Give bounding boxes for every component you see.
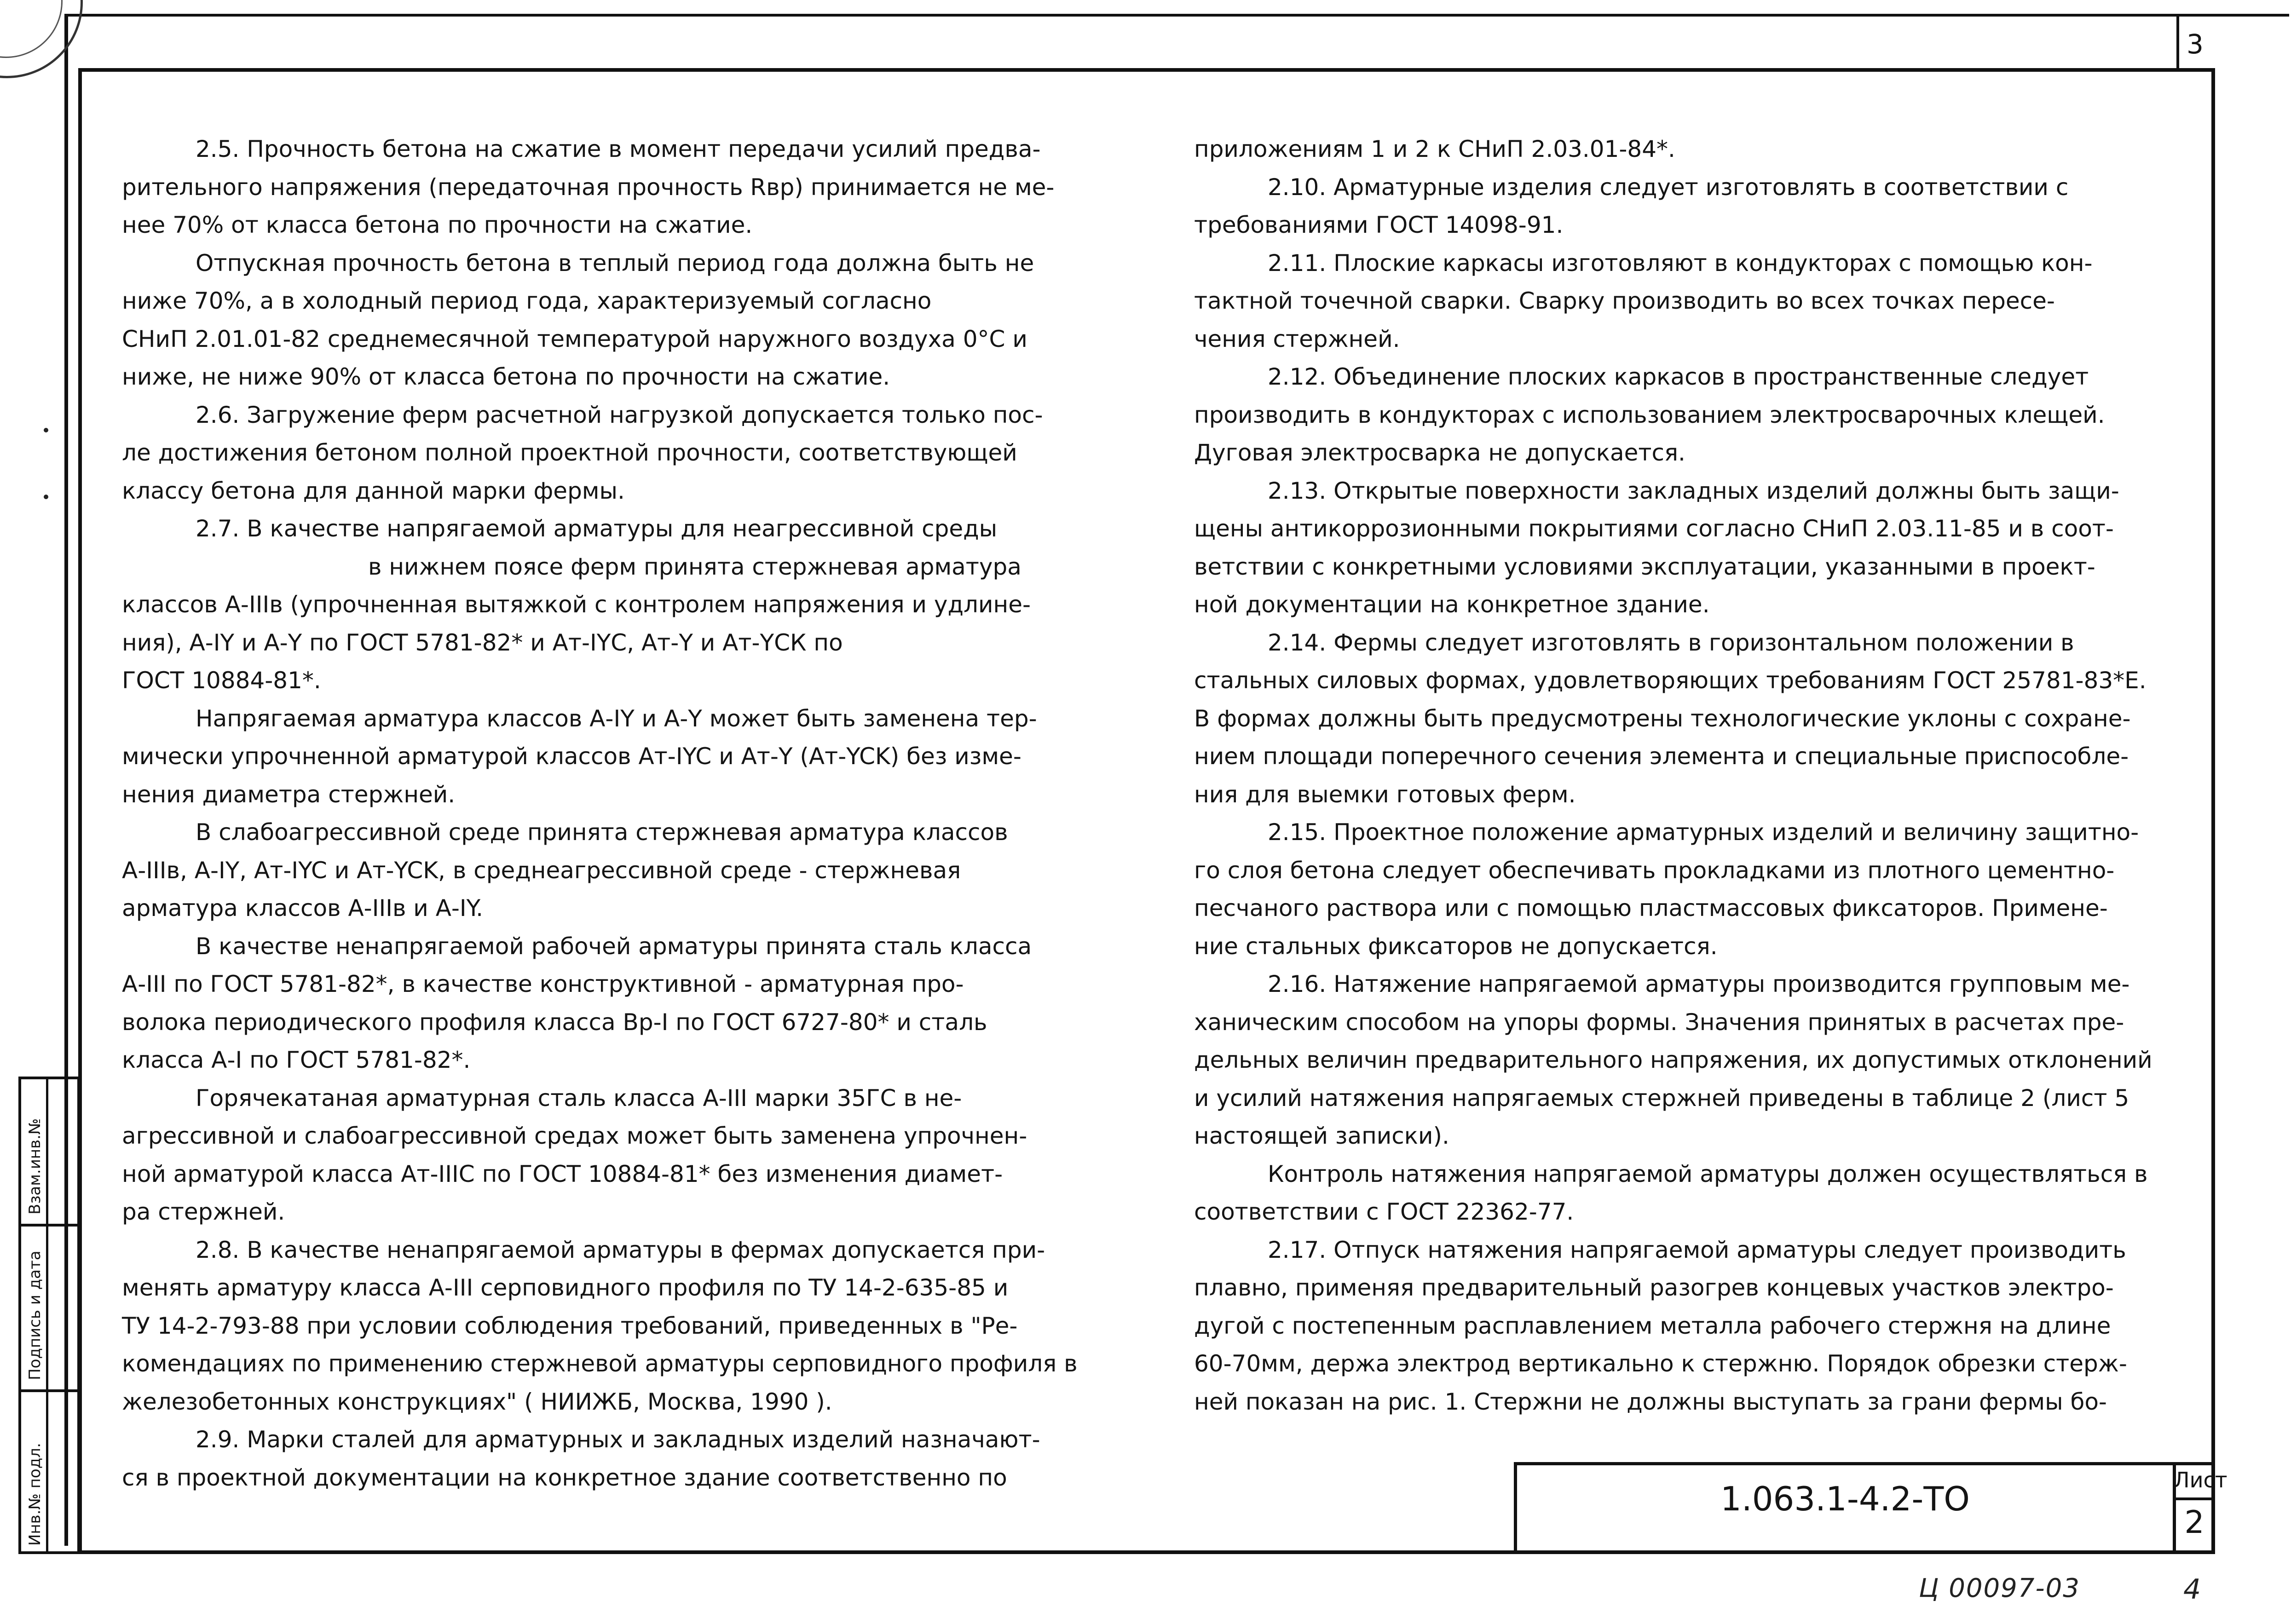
text-line: ра стержней. xyxy=(122,1198,285,1225)
text-line: агрессивной и слабоагрессивной средах может быть заменена упрочнен- xyxy=(122,1123,1027,1149)
text-line: тактной точечной сварки. Сварку производить во всех точках пересе- xyxy=(1194,288,2055,314)
scan-speck xyxy=(44,428,48,432)
text-line: ТУ 14-2-793-88 при условии соблюдения требований, приведенных в "Ре- xyxy=(122,1312,1018,1339)
text-line: дугой с постепенным расплавлением металла рабочего стержня на длине xyxy=(1194,1312,2111,1339)
text-line: А-IIIв, А-IY, Ат-IYC и Ат-YCK, в среднеагрессивной среде - стержневая xyxy=(122,857,961,884)
top-number: 3 xyxy=(2187,29,2204,60)
text-line: А-III по ГОСТ 5781-82*, в качестве конструктивной - арматурная про- xyxy=(122,971,964,997)
text-line: ние стальных фиксаторов не допускается. xyxy=(1194,933,1718,960)
sheet-box-divider xyxy=(2173,1497,2215,1500)
text-line: классов А-IIIв (упрочненная вытяжкой с контролем напряжения и удлине- xyxy=(122,591,1031,618)
text-line: ся в проектной документации на конкретное здание соответственно по xyxy=(122,1464,1007,1491)
text-line: дельных величин предварительного напряжения, их допустимых отклонений xyxy=(1194,1047,2153,1073)
text-line: 2.13. Открытые поверхности закладных изделий должны быть защи- xyxy=(1268,477,2119,504)
text-line: нения диаметра стержней. xyxy=(122,781,456,808)
sheet-label: Лист xyxy=(2174,1468,2228,1492)
document-code: 1.063.1-4.2-ТО xyxy=(1720,1480,1970,1518)
text-line: ГОСТ 10884-81*. xyxy=(122,667,321,694)
text-line: песчаного раствора или с помощью пластмассовых фиксаторов. Примене- xyxy=(1194,895,2108,921)
text-line: го слоя бетона следует обеспечивать прокладками из плотного цементно- xyxy=(1194,857,2115,884)
text-line: 2.14. Фермы следует изготовлять в горизонтальном положении в xyxy=(1268,629,2074,656)
text-line: арматура классов А-IIIв и А-IY. xyxy=(122,895,483,921)
text-line: плавно, применяя предварительный разогрев концевых участков электро- xyxy=(1194,1274,2114,1301)
text-line: 2.10. Арматурные изделия следует изготовлять в соответствии с xyxy=(1268,173,2069,201)
text-line: соответствии с ГОСТ 22362-77. xyxy=(1194,1198,1574,1225)
text-line: ной арматурой класса Ат-IIIС по ГОСТ 10884-81* без изменения диамет- xyxy=(122,1160,1003,1187)
text-line: менять арматуру класса А-III серповидного профиля по ТУ 14-2-635-85 и xyxy=(122,1274,1009,1301)
text-line: нее 70% от класса бетона по прочности на сжатие. xyxy=(122,212,753,238)
text-line: 2.12. Объединение плоских каркасов в пространственные следует xyxy=(1268,363,2089,390)
text-line: стальных силовых формах, удовлетворяющих требованиям ГОСТ 25781-83*Е. xyxy=(1194,667,2147,694)
side-stamp-divider xyxy=(18,1224,80,1227)
text-line: и усилий натяжения напрягаемых стержней приведены в таблице 2 (лист 5 xyxy=(1194,1084,2129,1111)
side-stamp-divider-vertical xyxy=(46,1077,48,1554)
text-line: чения стержней. xyxy=(1194,325,1400,352)
text-line: требованиями ГОСТ 14098-91. xyxy=(1194,212,1564,238)
text-line: классу бетона для данной марки фермы. xyxy=(122,477,625,504)
text-line: рительного напряжения (передаточная прочность Rвр) принимается не ме- xyxy=(122,173,1055,201)
text-line: ханическим способом на упоры формы. Значения принятых в расчетах пре- xyxy=(1194,1008,2124,1036)
text-line: 2.16. Натяжение напрягаемой арматуры производится групповым ме- xyxy=(1268,971,2130,997)
text-line: Напрягаемая арматура классов А-IY и А-Y может быть заменена тер- xyxy=(196,705,1037,732)
text-line: ния для выемки готовых ферм. xyxy=(1194,781,1576,808)
text-line: нием площади поперечного сечения элемента и специальные приспособле- xyxy=(1194,743,2129,770)
scan-speck xyxy=(44,495,48,499)
text-line: ниже, не ниже 90% от класса бетона по прочности на сжатие. xyxy=(122,363,890,390)
text-line: в нижнем поясе ферм принята стержневая арматура xyxy=(368,553,1021,580)
text-line: ветствии с конкретными условиями эксплуатации, указанными в проект- xyxy=(1194,553,2095,580)
text-line: комендациях по применению стержневой арматуры серповидного профиля в xyxy=(122,1350,1078,1377)
text-line: 60-70мм, держа электрод вертикально к стержню. Порядок обрезки стерж- xyxy=(1194,1350,2127,1377)
side-label-original-inventory: Инв.№ подл. xyxy=(26,1443,44,1546)
sheet-number: 2 xyxy=(2184,1504,2204,1541)
archive-number: Ц 00097-03 xyxy=(1919,1573,2080,1603)
text-line: настоящей записки). xyxy=(1194,1123,1449,1149)
side-label-signature-date: Подпись и дата xyxy=(26,1250,44,1380)
text-line: железобетонных конструкциях" ( НИИЖБ, Москва, 1990 ). xyxy=(122,1388,832,1415)
text-line: 2.17. Отпуск натяжения напрягаемой арматуры следует производить xyxy=(1268,1236,2126,1263)
text-line: волока периодического профиля класса Вр-I по ГОСТ 6727-80* и сталь xyxy=(122,1008,987,1036)
text-line: класса А-I по ГОСТ 5781-82*. xyxy=(122,1047,471,1073)
text-line: мически упрочненной арматурой классов Ат-IYC и Ат-Y (Ат-YCK) без изме- xyxy=(122,743,1021,770)
text-line: ней показан на рис. 1. Стержни не должны выступать за грани фермы бо- xyxy=(1194,1388,2107,1415)
text-line: 2.15. Проектное положение арматурных изделий и величину защитно- xyxy=(1268,819,2139,846)
text-line: В качестве ненапрягаемой рабочей арматуры принята сталь класса xyxy=(196,933,1032,960)
left-text-column xyxy=(122,130,1078,1497)
text-line: Отпускная прочность бетона в теплый период года должна быть не xyxy=(196,249,1034,276)
text-line: приложениям 1 и 2 к СНиП 2.03.01-84*. xyxy=(1194,136,1675,162)
text-line: СНиП 2.01.01-82 среднемесячной температурой наружного воздуха 0°С и xyxy=(122,325,1027,352)
text-line: ной документации на конкретное здание. xyxy=(1194,591,1710,618)
side-label-replacement-inventory: Взам.инв.№ xyxy=(26,1118,44,1215)
right-text-column xyxy=(1194,130,2153,1421)
text-line: 2.5. Прочность бетона на сжатие в момент передачи усилий предва- xyxy=(196,136,1041,162)
text-line: 2.7. В качестве напрягаемой арматуры для неагрессивной среды xyxy=(196,515,998,542)
text-line: Горячекатаная арматурная сталь класса А-III марки 35ГС в не- xyxy=(196,1084,962,1111)
text-line: Дуговая электросварка не допускается. xyxy=(1194,439,1685,466)
text-line: 2.11. Плоские каркасы изготовляют в кондукторах с помощью кон- xyxy=(1268,249,2093,276)
text-line: ле достижения бетоном полной проектной прочности, соответствующей xyxy=(122,439,1017,466)
text-line: 2.6. Загружение ферм расчетной нагрузкой допускается только пос- xyxy=(196,401,1043,428)
text-line: Контроль натяжения напрягаемой арматуры должен осуществляться в xyxy=(1268,1160,2148,1187)
side-stamp-divider xyxy=(18,1389,80,1392)
text-line: ния), А-IY и А-Y по ГОСТ 5781-82* и Ат-IYС, Ат-Y и Ат-YСК по xyxy=(122,629,843,656)
text-line: В формах должны быть предусмотрены технологические уклоны с сохране- xyxy=(1194,705,2131,732)
page-number: 4 xyxy=(2183,1573,2201,1606)
text-line: 2.9. Марки сталей для арматурных и закладных изделий назначают- xyxy=(196,1426,1040,1453)
text-line: В слабоагрессивной среде принята стержневая арматура классов xyxy=(196,819,1008,846)
text-line: ниже 70%, а в холодный период года, характеризуемый согласно xyxy=(122,288,932,314)
text-line: производить в кондукторах с использованием электросварочных клещей. xyxy=(1194,401,2105,428)
text-line: щены антикоррозионными покрытиями согласно СНиП 2.03.11-85 и в соот- xyxy=(1194,515,2114,542)
text-line: 2.8. В качестве ненапрягаемой арматуры в фермах допускается при- xyxy=(196,1236,1045,1263)
